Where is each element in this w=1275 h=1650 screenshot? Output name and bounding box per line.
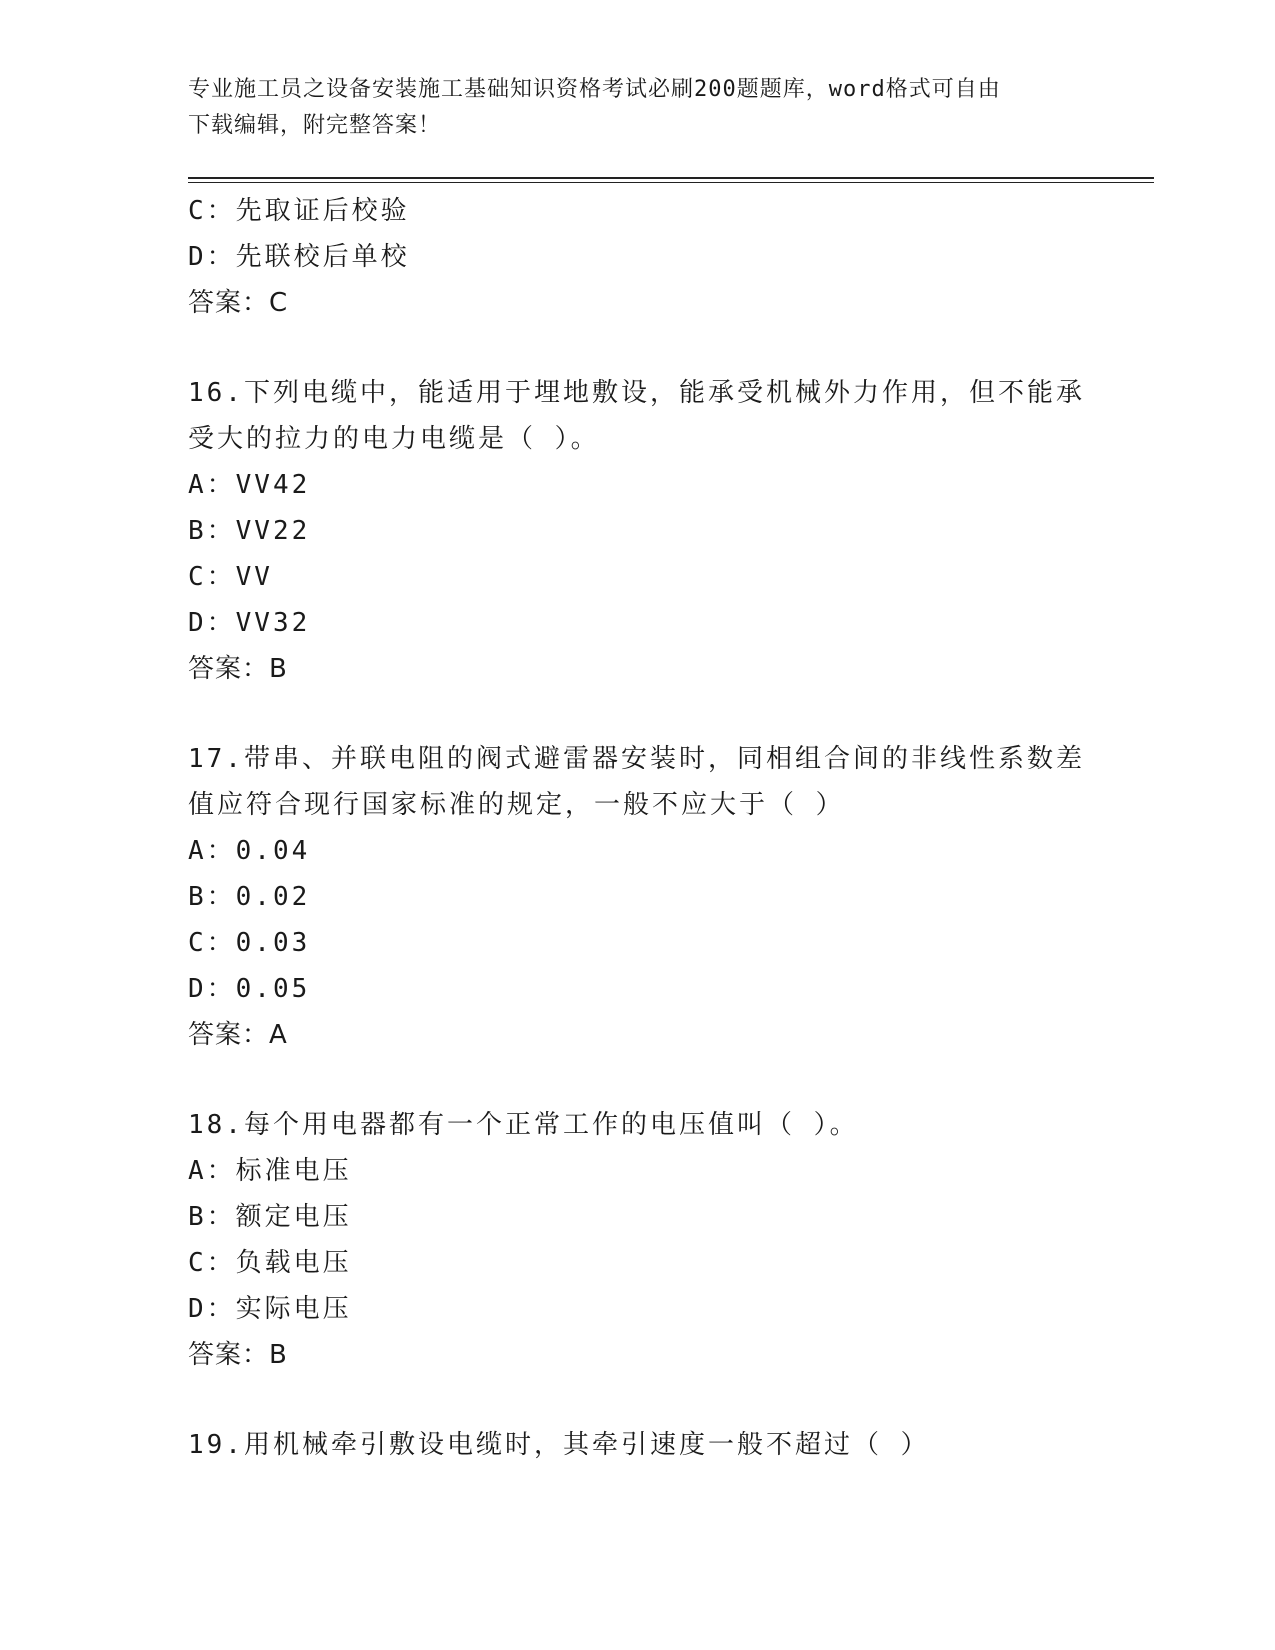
document-header (188, 72, 1088, 144)
answer: 答案：B (188, 654, 288, 684)
option-b: B：VV22 (188, 516, 311, 546)
question-15-tail (188, 188, 1088, 326)
question-16 (188, 370, 1088, 692)
header-divider-thin (188, 182, 1154, 183)
question-stem-line-1: 16.下列电缆中，能适用于埋地敷设，能承受机械外力作用，但不能承 (188, 378, 1085, 408)
question-stem-line-2: 受大的拉力的电力电缆是（ ）。 (188, 424, 600, 454)
option-b: B：0.02 (188, 882, 311, 912)
option-b: B：额定电压 (188, 1202, 352, 1232)
option-c: C：VV (188, 562, 273, 592)
option-a: A：VV42 (188, 470, 311, 500)
header-line-2: 下载编辑，附完整答案！ (188, 113, 442, 138)
option-a: A：0.04 (188, 836, 311, 866)
option-c: C：0.03 (188, 928, 311, 958)
header-line-1: 专业施工员之设备安装施工基础知识资格考试必刷200题题库，word格式可自由 (188, 77, 1001, 102)
question-19 (188, 1422, 1088, 1468)
question-stem-line-1: 17.带串、并联电阻的阀式避雷器安装时，同相组合间的非线性系数差 (188, 744, 1085, 774)
answer: 答案：C (188, 288, 289, 318)
option-d: D：0.05 (188, 974, 311, 1004)
option-c: C：先取证后校验 (188, 196, 410, 226)
option-d: D：实际电压 (188, 1294, 352, 1324)
option-c: C：负载电压 (188, 1248, 352, 1278)
question-stem-line-2: 值应符合现行国家标准的规定，一般不应大于（ ） (188, 790, 845, 820)
answer: 答案：B (188, 1340, 288, 1370)
question-17 (188, 736, 1088, 1058)
question-stem-line-1: 19.用机械牵引敷设电缆时，其牵引速度一般不超过（ ） (188, 1430, 930, 1460)
header-divider-thick (188, 177, 1154, 179)
question-18 (188, 1102, 1088, 1378)
question-stem-line-1: 18.每个用电器都有一个正常工作的电压值叫（ ）。 (188, 1110, 859, 1140)
answer: 答案：A (188, 1020, 288, 1050)
option-d: D：VV32 (188, 608, 311, 638)
option-d: D：先联校后单校 (188, 242, 410, 272)
option-a: A：标准电压 (188, 1156, 352, 1186)
question-list (188, 188, 1088, 1468)
